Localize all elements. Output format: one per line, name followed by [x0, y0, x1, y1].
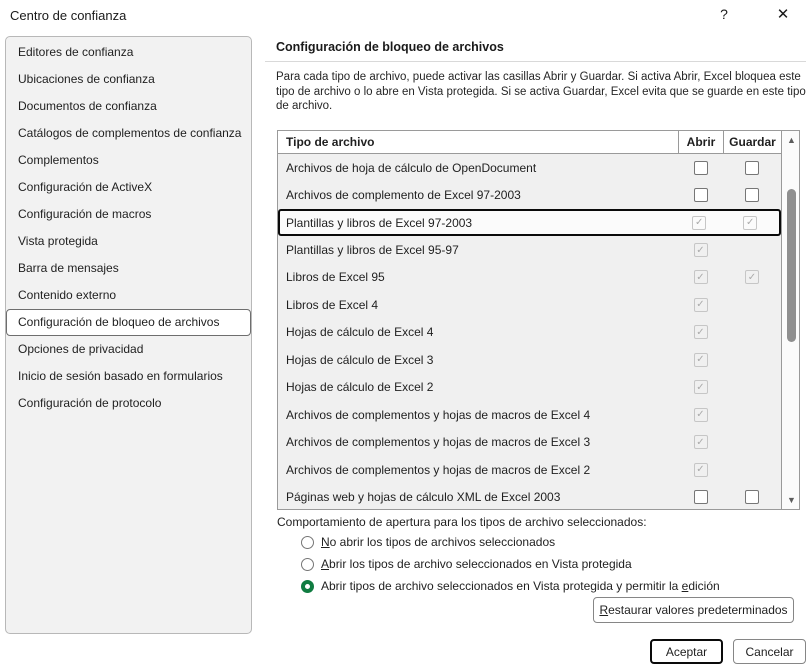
table-columns: [278, 131, 781, 509]
table-row[interactable]: [278, 209, 781, 236]
open-checkbox: ✓: [694, 270, 708, 284]
file-type-label: Archivos de complementos y hojas de macros de Excel 3: [286, 435, 591, 450]
radio-label-post: brir los tipos de archivo seleccionados en Vista protegida: [329, 557, 632, 571]
file-type-label: Hojas de cálculo de Excel 4: [286, 325, 434, 340]
column-header-file-type: Tipo de archivo: [286, 135, 375, 149]
window-title: Centro de confianza: [10, 8, 127, 23]
open-cell: [677, 216, 722, 230]
radio-label-pre: Abrir tipos de archivo seleccionados en Vista protegida y permitir la: [321, 579, 682, 593]
no-checkbox: [745, 325, 759, 339]
heading-divider: [265, 61, 806, 62]
open-checkbox: ✓: [694, 435, 708, 449]
open-cell: [678, 408, 723, 422]
open-cell: [678, 490, 723, 504]
no-checkbox: [745, 353, 759, 367]
behavior-section-label: Comportamiento de apertura para los tipos de archivo seleccionados:: [277, 515, 647, 529]
description-text: Para cada tipo de archivo, puede activar las casillas Abrir y Guardar. Si activa Abrir, Excel bloquea este tipo de archivo o lo abre en Vista protegida. Si se activa Guardar, Excel evita que se guarde en este tipo de archivo.: [276, 71, 806, 112]
file-block-table: [277, 130, 800, 510]
close-icon[interactable]: ✕: [776, 6, 790, 23]
no-checkbox: [745, 435, 759, 449]
table-row[interactable]: [278, 483, 781, 509]
file-type-label: Hojas de cálculo de Excel 2: [286, 380, 434, 395]
sidebar-item[interactable]: Contenido externo: [18, 288, 117, 302]
scroll-down-icon[interactable]: ▼: [787, 495, 796, 505]
table-row[interactable]: [278, 236, 781, 263]
save-checkbox: ✓: [743, 216, 757, 230]
sidebar-item[interactable]: Documentos de confianza: [18, 99, 157, 113]
table-body: [278, 154, 781, 509]
file-type-label: Páginas web y hojas de cálculo XML de Excel 2003: [286, 489, 561, 504]
save-cell: [723, 325, 781, 339]
no-checkbox: [745, 298, 759, 312]
save-cell: [723, 380, 781, 394]
table-row[interactable]: [278, 291, 781, 318]
open-checkbox[interactable]: [694, 161, 708, 175]
radio-button[interactable]: [301, 536, 314, 549]
column-header-save: Guardar: [723, 131, 781, 153]
radio-button[interactable]: [301, 580, 314, 593]
table-row[interactable]: [278, 456, 781, 483]
accept-button[interactable]: Aceptar: [650, 639, 723, 664]
file-type-label: Hojas de cálculo de Excel 3: [286, 352, 434, 367]
table-header-row: [278, 131, 781, 154]
file-type-label: Plantillas y libros de Excel 95-97: [286, 243, 459, 258]
sidebar-item[interactable]: Inicio de sesión basado en formularios: [18, 369, 223, 383]
file-type-label: Archivos de complementos y hojas de macros de Excel 2: [286, 462, 591, 477]
scroll-thumb[interactable]: [787, 189, 796, 342]
table-scrollbar[interactable]: [781, 131, 799, 509]
save-cell: [723, 161, 781, 175]
save-checkbox[interactable]: [745, 161, 759, 175]
open-cell: [678, 463, 723, 477]
table-row[interactable]: [278, 428, 781, 455]
open-cell: [678, 380, 723, 394]
save-cell: [723, 463, 781, 477]
behavior-options: [301, 531, 720, 597]
open-checkbox: ✓: [694, 353, 708, 367]
open-checkbox: ✓: [694, 298, 708, 312]
scroll-up-icon[interactable]: ▲: [787, 135, 796, 145]
file-type-label: Archivos de hoja de cálculo de OpenDocument: [286, 160, 537, 175]
open-cell: [678, 325, 723, 339]
restore-defaults-button[interactable]: Restaurar valores predeterminados: [593, 597, 794, 623]
column-header-open: Abrir: [678, 131, 723, 153]
sidebar-item[interactable]: Vista protegida: [18, 234, 98, 248]
open-cell: [678, 270, 723, 284]
table-row[interactable]: [278, 264, 781, 291]
radio-label: [321, 557, 632, 571]
no-checkbox: [745, 408, 759, 422]
radio-label-accel: A: [321, 557, 330, 571]
open-cell: [678, 353, 723, 367]
save-cell: [723, 353, 781, 367]
radio-option[interactable]: [301, 553, 720, 575]
radio-option[interactable]: [301, 575, 720, 597]
radio-label-post: dición: [688, 579, 720, 593]
radio-label-accel: N: [321, 535, 330, 549]
file-type-label: Libros de Excel 4: [286, 297, 379, 312]
open-checkbox[interactable]: [694, 188, 708, 202]
file-type-label: Libros de Excel 95: [286, 270, 385, 285]
radio-label-post: o abrir los tipos de archivos seleccionados: [329, 535, 556, 549]
save-cell: [723, 408, 781, 422]
open-checkbox: ✓: [694, 408, 708, 422]
open-checkbox: ✓: [694, 325, 708, 339]
sidebar-item[interactable]: Barra de mensajes: [18, 261, 119, 275]
table-row[interactable]: [278, 374, 781, 401]
save-checkbox[interactable]: [745, 188, 759, 202]
radio-button[interactable]: [301, 558, 314, 571]
radio-label-accel: e: [681, 579, 689, 593]
sidebar-item[interactable]: Configuración de ActiveX: [18, 180, 153, 194]
sidebar-item[interactable]: Opciones de privacidad: [18, 342, 144, 356]
open-checkbox[interactable]: [694, 490, 708, 504]
save-checkbox[interactable]: [745, 490, 759, 504]
save-cell: [723, 435, 781, 449]
open-checkbox: ✓: [694, 243, 708, 257]
sidebar-item[interactable]: Catálogos de complementos de confianza: [18, 126, 242, 140]
open-checkbox: ✓: [692, 216, 706, 230]
save-cell: [723, 490, 781, 504]
save-checkbox: ✓: [745, 270, 759, 284]
open-cell: [678, 435, 723, 449]
table-row[interactable]: [278, 346, 781, 373]
no-checkbox: [745, 463, 759, 477]
help-icon[interactable]: ?: [720, 6, 728, 22]
no-checkbox: [745, 243, 759, 257]
radio-option[interactable]: [301, 531, 720, 553]
page-title: Configuración de bloqueo de archivos: [276, 40, 504, 54]
open-cell: [678, 161, 723, 175]
sidebar-item[interactable]: Complementos: [18, 153, 99, 167]
open-checkbox: ✓: [694, 463, 708, 477]
sidebar-item[interactable]: Configuración de protocolo: [18, 396, 162, 410]
file-type-label: Archivos de complemento de Excel 97-2003: [286, 188, 521, 203]
table-row[interactable]: [278, 154, 781, 181]
sidebar-item[interactable]: Ubicaciones de confianza: [18, 72, 155, 86]
radio-label: [321, 535, 555, 549]
sidebar-item[interactable]: Configuración de bloqueo de archivos: [6, 309, 251, 336]
cancel-button[interactable]: Cancelar: [733, 639, 806, 664]
table-row[interactable]: [278, 401, 781, 428]
sidebar-item[interactable]: Editores de confianza: [18, 45, 134, 59]
radio-label: [321, 579, 720, 593]
open-cell: [678, 188, 723, 202]
file-type-label: Archivos de complementos y hojas de macros de Excel 4: [286, 407, 591, 422]
save-cell: [723, 243, 781, 257]
table-row[interactable]: [278, 319, 781, 346]
open-cell: [678, 298, 723, 312]
save-cell: [721, 216, 779, 230]
save-cell: [723, 298, 781, 312]
save-cell: [723, 188, 781, 202]
no-checkbox: [745, 380, 759, 394]
sidebar-item[interactable]: Configuración de macros: [18, 207, 152, 221]
save-cell: [723, 270, 781, 284]
open-checkbox: ✓: [694, 380, 708, 394]
open-cell: [678, 243, 723, 257]
file-type-label: Plantillas y libros de Excel 97-2003: [286, 215, 473, 230]
sidebar-nav: [5, 36, 252, 634]
table-row[interactable]: [278, 181, 781, 208]
